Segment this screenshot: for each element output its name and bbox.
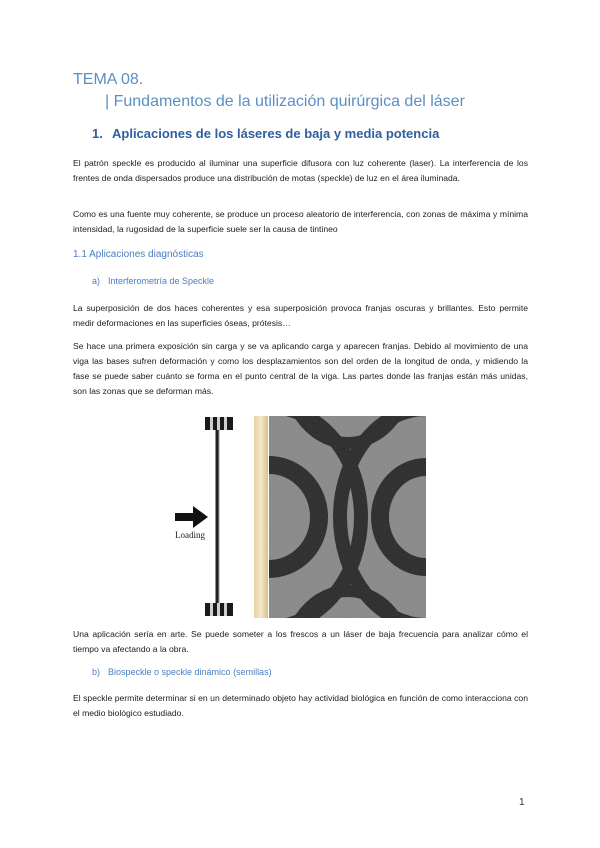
item-letter-a: a) bbox=[92, 276, 101, 286]
doc-title-line2: | Fundamentos de la utilización quirúrgica del láser bbox=[105, 93, 465, 110]
paragraph-exposure: Se hace una primera exposición sin carga y se va aplicando carga y aparecen franjas. Debido al movimiento de una viga las bases sufren deformación y como los desplazamientos son del orden de la longitud de onda, y midiendo la fase se puede saber cuánto se forma en el punto central de la viga. Las partes donde las franjas están más unidas, son las zonas que se deforman más. bbox=[73, 341, 528, 396]
page-number: 1 bbox=[519, 797, 525, 808]
bottom-clamp bbox=[205, 603, 233, 616]
paragraph-speckle-intro: El patrón speckle es producido al iluminar una superficie difusora con luz coherente (laser). La interferencia de los frentes de onda dispersados produce una distribución de motas (speckle) de luz en el área iluminada. bbox=[73, 158, 528, 183]
paragraph-biospeckle: El speckle permite determinar si en un determinado objeto hay actividad biológica en función de como interacciona con el medio biológico estudiado. bbox=[73, 693, 528, 718]
speckle-fringe-pattern bbox=[177, 413, 427, 620]
doc-title-line1: TEMA 08. bbox=[73, 71, 144, 88]
paragraph-coherent-source: Como es una fuente muy coherente, se produce un proceso aleatorio de interferencia, con zonas de máxima y mínima intensidad, la rugosidad de la superficie suele ser la causa de tintineo bbox=[73, 209, 528, 234]
paragraph-art-application: Una aplicación sería en arte. Se puede someter a los frescos a un láser de baja frecuencia para analizar cómo el tiempo va afectando a la obra. bbox=[73, 629, 528, 654]
item-heading-a bbox=[92, 276, 214, 286]
item-heading-b bbox=[92, 667, 272, 677]
subsection-heading: 1.1 Aplicaciones diagnósticas bbox=[73, 249, 204, 260]
section-title: Aplicaciones de los láseres de baja y media potencia bbox=[112, 126, 440, 141]
speckle-interferometry-figure bbox=[172, 413, 427, 620]
figure-graphic bbox=[172, 413, 427, 620]
paragraph-superposition: La superposición de dos haces coherentes y esa superposición provoca franjas oscuras y brillantes. Esto permite medir deformaciones en las superficies óseas, prótesis… bbox=[73, 303, 528, 328]
item-letter-b: b) bbox=[92, 667, 101, 677]
top-clamp bbox=[205, 417, 233, 430]
section-heading-1 bbox=[92, 126, 439, 141]
loading-label: Loading bbox=[175, 530, 205, 540]
specimen-bar bbox=[254, 416, 268, 618]
item-title-a: Interferometría de Speckle bbox=[108, 276, 215, 286]
item-title-b: Biospeckle o speckle dinámico (semillas) bbox=[108, 667, 272, 677]
section-number: 1. bbox=[92, 126, 103, 141]
loading-arrow-icon bbox=[175, 506, 208, 528]
